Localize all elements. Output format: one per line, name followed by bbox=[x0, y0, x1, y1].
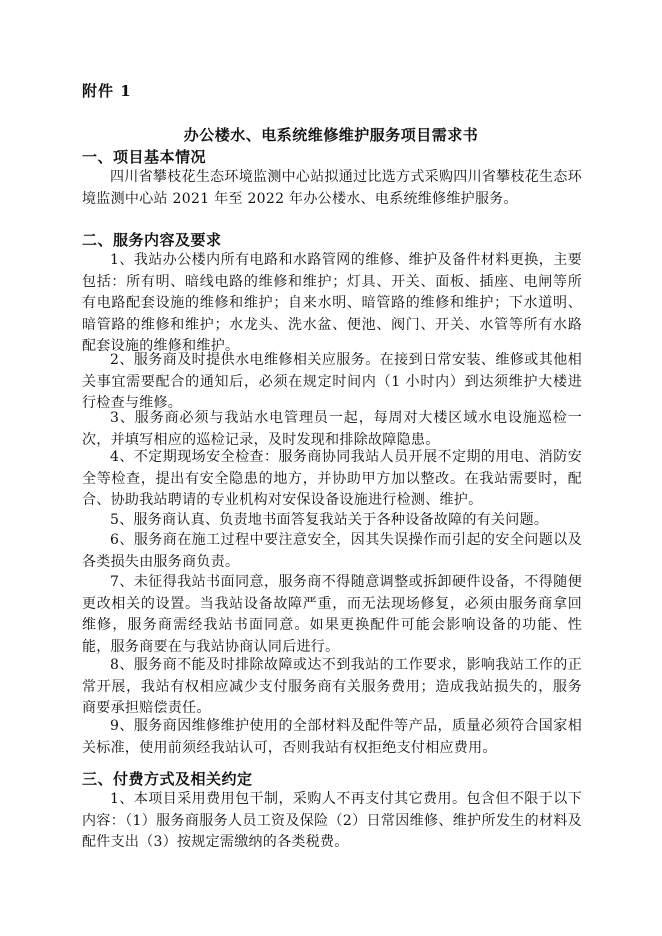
section-heading: 二、服务内容及要求 bbox=[82, 231, 222, 249]
paragraph: 3、服务商必须与我站水电管理员一起，每周对大楼区域水电设施巡检一次，并填写相应的巡检记录，及时发现和排除故障隐患。 bbox=[82, 410, 582, 448]
paragraph: 5、服务商认真、负责地书面答复我站关于各种设备故障的有关问题。 bbox=[110, 512, 549, 528]
paragraph: 6、服务商在施工过程中要注意安全，因其失误操作而引起的安全问题以及各类损失由服务商负责。 bbox=[82, 532, 582, 570]
paragraph: 7、未征得我站书面同意，服务商不得随意调整或拆卸硬件设备，不得随便更改相关的设置。当我站设备故障严重，而无法现场修复，必须由服务商拿回维修，服务商需经我站书面同意。如果更换配件可能会影响设备的功能、性能，服务商要在与我站协商认同后进行。 bbox=[82, 574, 582, 655]
attachment-label: 附件 1 bbox=[82, 82, 132, 100]
paragraph: 8、服务商不能及时排除故障或达不到我站的工作要求，影响我站工作的正常开展，我站有权相应减少支付服务商有关服务费用；造成我站损失的，服务商要承担赔偿责任。 bbox=[82, 657, 582, 717]
paragraph: 1、我站办公楼内所有电路和水路管网的维修、维护及备件材料更换，主要包括：所有明、暗线电路的维修和维护；灯具、开关、面板、插座、电闸等所有电路配套设施的维修和维护；自来水明、暗管路的维修和维护；下水道明、暗管路的维修和维护；水龙头、洗水盆、便池、阀门、开关、水管等所有水路配套设施的维修和维护。 bbox=[82, 252, 582, 355]
paragraph: 1、本项目采用费用包干制，采购人不再支付其它费用。包含但不限于以下内容：（1）服务商服务人员工资及保险（2）日常因维修、维护所发生的材料及配件支出（3）按规定需缴纳的各类税费。 bbox=[82, 791, 582, 851]
section-heading: 一、项目基本情况 bbox=[82, 148, 207, 166]
paragraph: 4、不定期现场安全检查：服务商协同我站人员开展不定期的用电、消防安全等检查，提出有安全隐患的地方，并协助甲方加以整改。在我站需要时，配合、协助我站聘请的专业机构对安保设备设施进行检测、维护。 bbox=[82, 449, 582, 509]
document-title: 办公楼水、电系统维修维护服务项目需求书 bbox=[183, 126, 479, 144]
section-heading: 三、付费方式及相关约定 bbox=[82, 770, 253, 788]
paragraph: 9、服务商因维修维护使用的全部材料及配件等产品，质量必须符合国家相关标准，使用前须经我站认可，否则我站有权拒绝支付相应费用。 bbox=[82, 718, 582, 756]
paragraph: 四川省攀枝花生态环境监测中心站拟通过比选方式采购四川省攀枝花生态环境监测中心站 2021 年至 2022 年办公楼水、电系统维修维护服务。 bbox=[82, 169, 582, 207]
paragraph: 2、服务商及时提供水电维修相关应服务。在接到日常安装、维修或其他相关事宜需要配合的通知后，必须在规定时间内（1 小时内）到达须维护大楼进行检查与维修。 bbox=[82, 352, 582, 412]
